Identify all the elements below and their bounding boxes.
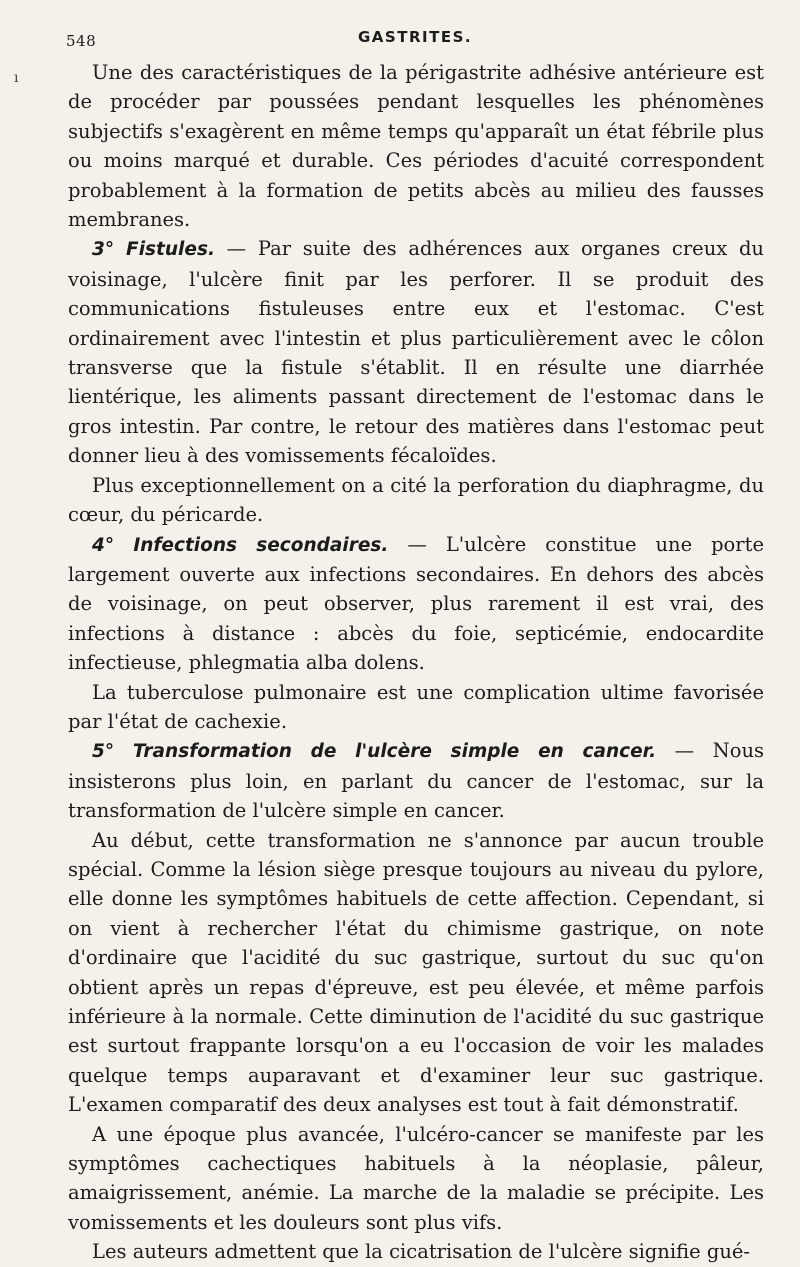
section-heading-fistules: 3° Fistules. xyxy=(92,239,215,261)
paragraph-text: Les auteurs admettent que la cicatrisation de l'ulcère signifie gué- xyxy=(92,1240,751,1264)
paragraph-fistules xyxy=(68,234,764,470)
paragraph-infections xyxy=(68,530,764,678)
page-header xyxy=(66,26,760,56)
paragraph-debut xyxy=(68,826,764,1120)
paragraph-text: La tuberculose pulmonaire est une complication ultime favorisée par l'état de cachexie. xyxy=(68,680,764,733)
paragraph-periods-acuity xyxy=(68,58,764,234)
text-body xyxy=(68,58,764,1267)
paragraph-text: A une époque plus avancée, l'ulcéro-cancer se manifeste par les symptômes cachectiques habituels à la néoplasie, pâleur, amaigrissement, anémie. La marche de la maladie se précipite. Les vomissements et les douleurs sont plus vifs. xyxy=(68,1122,764,1234)
margin-mark: ı xyxy=(14,70,19,86)
paragraph-text: Plus exceptionnellement on a cité la perforation du diaphragme, du cœur, du péricarde. xyxy=(68,473,764,527)
paragraph-text: — Nous insisterons plus loin, en parlant du cancer de l'estomac, sur la transformation de l'ulcère simple en cancer. xyxy=(68,739,765,823)
paragraph-text: Au début, cette transformation ne s'annonce par aucun trouble spécial. Comme la lésion siège presque toujours au niveau du pylore, elle donne les symptômes habituels de cette affection. Cependant, si on vient à rechercher l'état du chimisme gastrique, on note d'ordinaire que l'acidité du suc gastrique, surtout du suc qu'on obtient après un repas d'épreuve, est peu élevée, et même parfois inférieure à la normale. Cette diminution de l'acidité du suc gastrique est surtout frappante lorsqu'on a eu l'occasion de voir les malades quelque temps auparavant et d'examiner leur suc gastrique. L'examen comparatif des deux analyses est tout à fait démonstratif. xyxy=(68,828,764,1117)
paragraph-transformation xyxy=(68,736,764,825)
paragraph-epoque-avancee xyxy=(68,1120,764,1238)
paragraph-tuberculose xyxy=(68,678,764,737)
paragraph-text: — L'ulcère constitue une porte largement ouverte aux infections secondaires. En dehors des abcès de voisinage, on peut observer, plus rarement il est vrai, des infections à distance : abcès du foie, septicémie, endocardite infectieuse, phlegmatia alba dolens. xyxy=(68,532,764,675)
running-title: GASTRITES. xyxy=(358,28,473,46)
paragraph-text: Une des caractéristiques de la périgastrite adhésive antérieure est de procéder par poussées pendant lesquelles les phénomènes subjectifs s'exagèrent en même temps qu'apparaît un état fébrile plus ou moins marqué et durable. Ces périodes d'acuité correspondent probablement à la formation de petits abcès au milieu des fausses membranes. xyxy=(68,61,764,232)
section-heading-transformation: 5° Transformation de l'ulcère simple en cancer. xyxy=(92,741,657,763)
paragraph-text: — Par suite des adhérences aux organes creux du voisinage, l'ulcère finit par les perforer. Il se produit des communications fistuleuses entre eux et l'estomac. C'est ordinairement avec l'intestin et plus particulièrement avec le côlon transverse que la fistule s'établit. Il en résulte une diarrhée lientérique, les aliments passant directement de l'estomac dans le gros intestin. Par contre, le retour des matières dans l'estomac peut donner lieu à des vomissements fécaloïdes. xyxy=(68,237,764,468)
section-heading-infections: 4° Infections secondaires. xyxy=(92,534,389,556)
paragraph-auteurs xyxy=(68,1237,764,1266)
page-number: 548 xyxy=(66,32,97,50)
paragraph-perforation xyxy=(68,471,764,530)
